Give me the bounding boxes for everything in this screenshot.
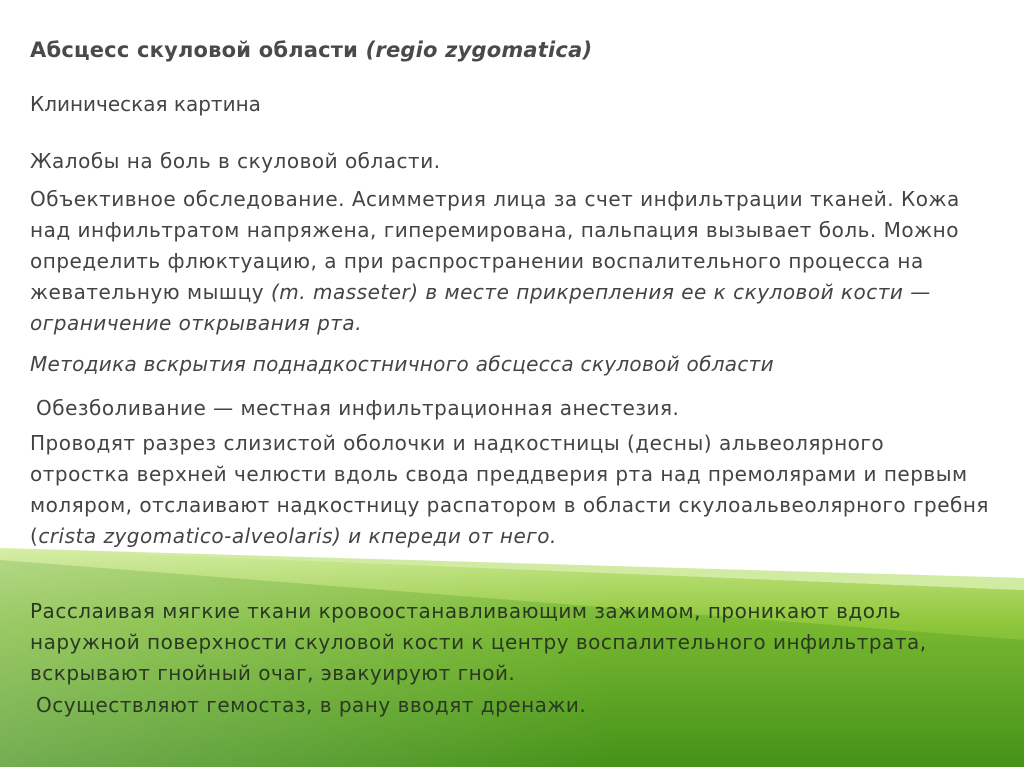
objective-italic-text: (m. masseter) в месте прикрепления ее к скуловой кости — ограничение открывания рта. xyxy=(30,280,931,335)
hemostasis-paragraph: Осуществляют гемостаз, в рану вводят дренажи. xyxy=(36,693,587,717)
objective-paragraph xyxy=(30,184,990,339)
method-heading: Методика вскрытия поднадкостничного абсцесса скуловой области xyxy=(30,352,774,376)
dissection-paragraph: Расслаивая мягкие ткани кровоостанавливающим зажимом, проникают вдоль наружной поверхности скуловой кости к центру воспалительного инфильтрата, вскрывают гнойный очаг, эвакуируют гной. xyxy=(30,599,927,685)
incision-italic-text: crista zygomatico-alveolaris) и кпереди от него. xyxy=(38,524,557,548)
anesthesia-paragraph: Обезболивание — местная инфильтрационная анестезия. xyxy=(36,396,680,420)
slide-title-main: Абсцесс скуловой области xyxy=(30,38,366,62)
slide-title xyxy=(30,38,990,62)
slide-title-latin: (regio zygomatica) xyxy=(365,38,593,62)
incision-text: Проводят разрез слизистой оболочки и надкостницы (десны) альвеолярного отростка верхней челюсти вдоль свода преддверия рта над премолярами и первым моляром, отслаивают надкостницу распатором в области скулоальвеолярного гребня ( xyxy=(30,431,989,548)
objective-text: Объективное обследование. Асимметрия лица за счет инфильтрации тканей. Кожа над инфильтратом напряжена, гиперемирована, пальпация вызывает боль. Можно определить флюктуацию, а при распространении воспалительного процесса на жевательную мышцу xyxy=(30,187,960,304)
incision-paragraph xyxy=(30,428,990,552)
subheading: Клиническая картина xyxy=(30,92,261,116)
complaints-paragraph: Жалобы на боль в скуловой области. xyxy=(30,149,441,173)
